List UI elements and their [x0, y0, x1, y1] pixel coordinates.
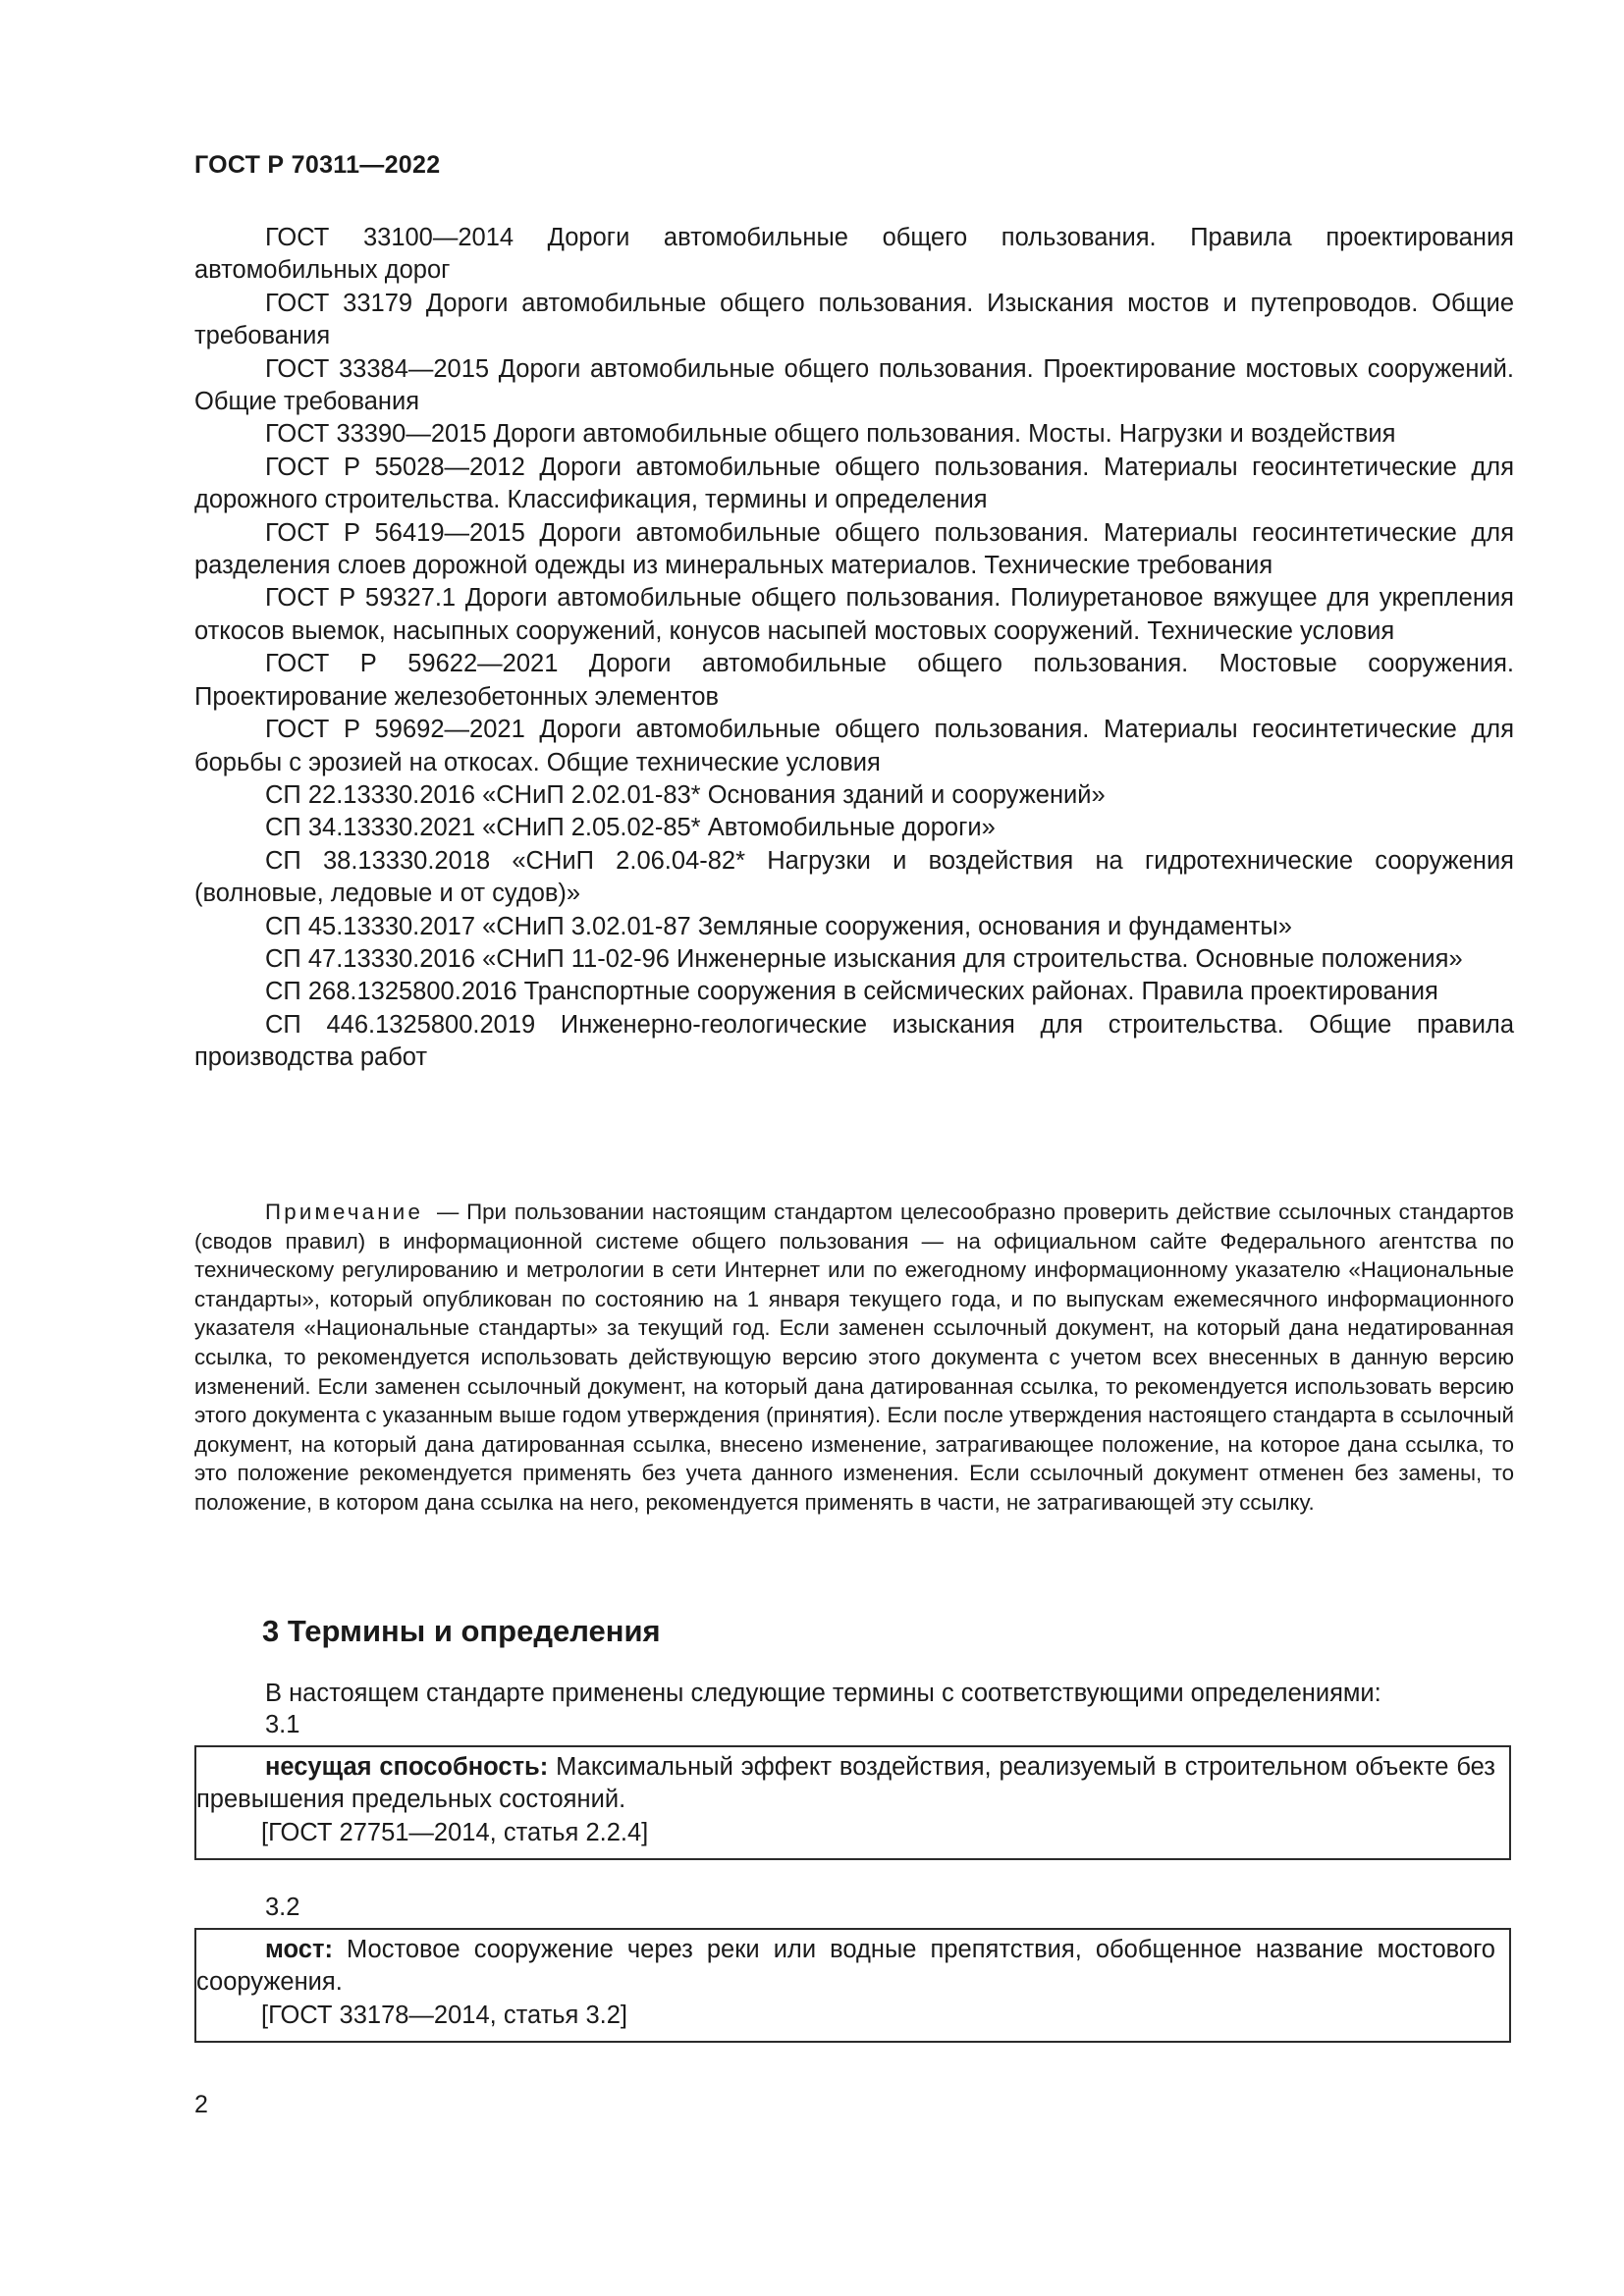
reference-item: СП 47.13330.2016 «СНиП 11-02-96 Инженерные изыскания для строительства. Основные положения» [265, 944, 1463, 973]
page-number: 2 [194, 2091, 208, 2118]
reference-item: ГОСТ 33100—2014 Дороги автомобильные общего пользования. Правила проектирования автомобильных дорог [194, 224, 1514, 285]
term-name: мост: [265, 1936, 333, 1963]
term-definition-text: Мостовое сооружение через реки или водные препятствия, обобщенное название мостового сооружения. [196, 1936, 1495, 1997]
section-intro: В настоящем стандарте применены следующие термины с соответствующими определениями: [265, 1680, 1381, 1707]
document-header: ГОСТ Р 70311—2022 [194, 151, 441, 179]
term-definition-box [194, 1745, 1511, 1860]
note-text: — При пользовании настоящим стандартом целесообразно проверить действие ссылочных стандартов (сводов правил) в информационной системе общего пользования — на официальном сайте Федерального агентства по техническому регулированию и метрологии в сети Интернет или по ежегодному информационному указателю «Национальные стандарты», который опубликован по состоянию на 1 января текущего года, и по выпускам ежемесячного информационного указателя «Национальные стандарты» за текущий год. Если заменен ссылочный документ, на который дана недатированная ссылка, то рекомендуется использовать действующую версию этого документа с учетом всех внесенных в данную версию изменений. Если заменен ссылочный документ, на который дана датированная ссылка, то рекомендуется использовать версию этого документа с указанным выше годом утверждения (принятия). Если после утверждения настоящего стандарта в ссылочный документ, на который дана датированная ссылка, внесено изменение, затрагивающее положение, на которое дана ссылка, то это положение рекомендуется применять без учета данного изменения. Если ссылочный документ отменен без замены, то положение, в котором дана ссылка на него, рекомендуется применять в части, не затрагивающей эту ссылку. [194, 1200, 1514, 1515]
note-paragraph [194, 1198, 1514, 1518]
term-number: 3.1 [265, 1711, 300, 1738]
section-heading: 3 Термины и определения [262, 1614, 661, 1648]
term-name: несущая способность: [265, 1753, 549, 1781]
reference-item: ГОСТ Р 59327.1 Дороги автомобильные общего пользования. Полиуретановое вяжущее для укрепления откосов выемок, насыпных сооружений, конусов насыпей мостовых сооружений. Технические условия [194, 584, 1514, 645]
reference-item: ГОСТ Р 59622—2021 Дороги автомобильные общего пользования. Мостовые сооружения. Проектирование железобетонных элементов [194, 650, 1514, 711]
note-label: Примечание [265, 1200, 424, 1224]
reference-item: СП 45.13330.2017 «СНиП 3.02.01-87 Земляные сооружения, основания и фундаменты» [265, 912, 1292, 940]
reference-item: ГОСТ Р 55028—2012 Дороги автомобильные общего пользования. Материалы геосинтетические для дорожного строительства. Классификация, термины и определения [194, 453, 1514, 514]
reference-item: ГОСТ 33384—2015 Дороги автомобильные общего пользования. Проектирование мостовых сооружений. Общие требования [194, 354, 1514, 416]
term-source: [ГОСТ 27751—2014, статья 2.2.4] [261, 1818, 649, 1846]
term-definition-text: Максимальный эффект воздействия, реализуемый в строительном объекте без превышения предельных состояний. [196, 1753, 1495, 1814]
term-source: [ГОСТ 33178—2014, статья 3.2] [261, 2001, 627, 2029]
term-definition-box [194, 1928, 1511, 2043]
reference-item: СП 38.13330.2018 «СНиП 2.06.04-82* Нагрузки и воздействия на гидротехнические сооружения (волновые, ледовые и от судов)» [194, 846, 1514, 908]
reference-item: ГОСТ Р 59692—2021 Дороги автомобильные общего пользования. Материалы геосинтетические для борьбы с эрозией на откосах. Общие технические условия [194, 716, 1514, 776]
reference-item: СП 446.1325800.2019 Инженерно-геологические изыскания для строительства. Общие правила производства работ [194, 1010, 1514, 1072]
reference-item: ГОСТ 33179 Дороги автомобильные общего пользования. Изыскания мостов и путепроводов. Общие требования [194, 289, 1514, 350]
reference-item: СП 34.13330.2021 «СНиП 2.05.02-85* Автомобильные дороги» [265, 814, 996, 842]
term-definition [196, 1751, 1495, 1817]
reference-item: ГОСТ Р 56419—2015 Дороги автомобильные общего пользования. Материалы геосинтетические для разделения слоев дорожной одежды из минеральных материалов. Технические требования [194, 518, 1514, 580]
term-number: 3.2 [265, 1894, 300, 1921]
term-definition [196, 1934, 1495, 2000]
reference-item: СП 268.1325800.2016 Транспортные сооружения в сейсмических районах. Правила проектирования [265, 978, 1438, 1006]
reference-item: СП 22.13330.2016 «СНиП 2.02.01-83* Основания зданий и сооружений» [265, 780, 1106, 809]
normative-references-list [194, 222, 1514, 1075]
reference-item: ГОСТ 33390—2015 Дороги автомобильные общего пользования. Мосты. Нагрузки и воздействия [265, 420, 1396, 449]
note-block [194, 1198, 1514, 1518]
